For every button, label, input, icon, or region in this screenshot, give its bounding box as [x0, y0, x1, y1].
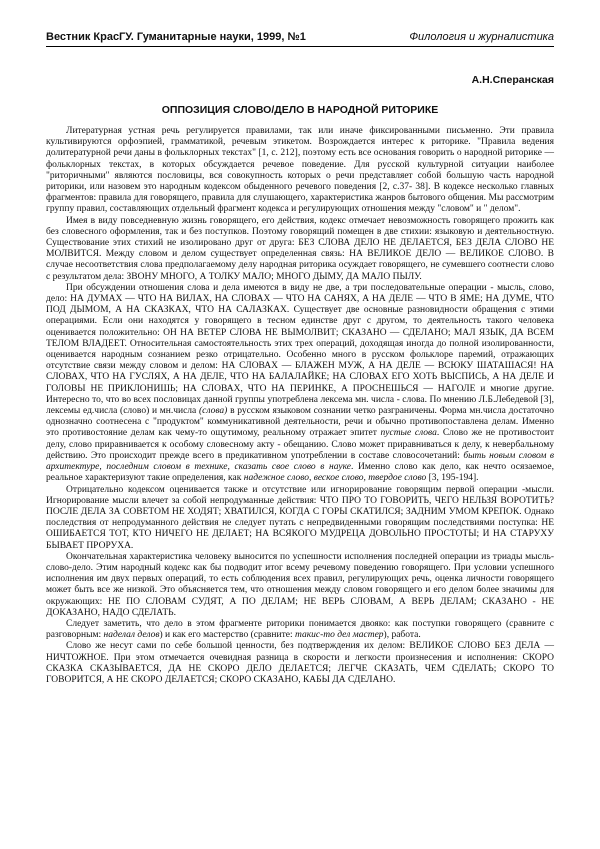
- section-name: Филология и журналистика: [409, 31, 554, 43]
- text-run: . Слово же не противостоит делу, слово приравнивается к особому словесному акту - обещанию. Слово может приравниваться к делу, к невербальному действию. Это происходит прежде всего в предикативном употреблении в составе словосочетаний:: [46, 428, 554, 461]
- paragraph: [46, 216, 554, 283]
- text-run: Следует заметить, что дело в этом фрагменте риторики понимается двояко: как поступки говорящего (сравните с разговорным:: [46, 618, 554, 641]
- text-run: ) и как его мастерство (сравните:: [159, 630, 295, 641]
- running-header: [46, 30, 554, 47]
- text-run: Имея в виду повседневную жизнь говорящего, его действия, кодекс отмечает невозможность говорящего прожить как без словесного оформления, так и без поступков. Поэтому говорящий помещен в две стихии: языковую и деятельностную. Существование этих стихий не изолировано друг от друга: БЕЗ СЛОВА ДЕЛО НЕ ДЕЛАЕТСЯ, БЕЗ ДЕЛА СЛОВО НЕ МОЛВИТСЯ. Между словом и делом существует определенная связь: НА ВЕЛИКОЕ ДЕЛО — ВЕЛИКОЕ СЛОВО. В случае несоответствия слова предполагаемому делу народная риторика осуждает говорящего, не сумевшего соотнести слово с результатом дела: ЗВОНУ МНОГО, А ТОЛКУ МАЛО; МНОГО ДЫМУ, ДА МАЛО ПЫЛУ.: [46, 215, 554, 282]
- paragraph: [46, 283, 554, 485]
- italic-text: быть новым словом в архитектуре, последним словом в технике, сказать свое слово в науке: [46, 450, 554, 473]
- article-body: [46, 126, 554, 686]
- italic-text: такис-то дел мастер: [294, 630, 384, 641]
- text-run: Слово же несут сами по себе большой ценности, без подтверждения их делом: ВЕЛИКОЕ СЛОВО БЕЗ ДЕЛА — НИЧТОЖНОЕ. При этом отмечается очевидная разница в скорости и легкости произнесения и исполнения: СКОРО СКАЗКА СКАЗЫВАЕТСЯ, ДА НЕ СКОРО ДЕЛО ДЕЛАЕТСЯ; ЛЕГЧЕ СКАЗАТЬ, ЧЕМ СДЕЛАТЬ; СКОРО ТО ГОВОРИТСЯ, А НЕ СКОРО ДЕЛАЕТСЯ; СКОРО СКАЗАНО, КАБЫ ДА СДЕЛАНО.: [46, 641, 554, 685]
- paragraph: [46, 126, 554, 216]
- text-run: в русском языковом сознании четко разграничены. Форма мн.числа достаточно однозначно соотнесена с "продуктом" коммуникативной деятельности, речи и обычно противопоставлена делам. Именно это противостояние делам как чему-то ощутимому, реальному отражает эпитет: [46, 406, 555, 439]
- text-run: . Именно слово как дело, как нечто осязаемое, реальное характеризуют такие определения, как: [46, 462, 555, 484]
- text-run: Литературная устная речь регулируется правилами, так или иначе фиксированными письменно. Эти правила культивируются орфоэпией, грамматикой, речевым этикетом. Возрождается интерес к риторике. "Правила ведения долитературной речи даны в фольклорных текстах" [1, с. 212], поэтому есть все основания говорить о народной риторике — фольклорных текстах, в которых обсуждается речевое поведение. Для русской культурной ситуации наиболее "риторичными" являются пословицы, вся совокупность которых о речи представляет собой большую часть народной риторики, или назовем это народным кодексом обыденного речевого поведения [2, с.37- 38]. В кодексе несколько главных фрагментов: правила для говорящего, правила для слушающего, характеристика жанров бытового общения. Мы рассмотрим группу правил, составляющих отдельный фрагмент кодекса и регулирующих отношения между "словом" и " делом".: [46, 126, 554, 215]
- paragraph: [46, 485, 554, 552]
- italic-text: пустые слова: [380, 428, 437, 439]
- italic-text: наделал делов: [103, 630, 160, 641]
- paragraph: [46, 552, 554, 619]
- text-run: Отрицательно кодексом оценивается также и отсутствие или игнорирование говорящим первой операции -мысли. Игнорирование мысли влечет за собой непродуманные действия: ЧТО ПРО ТО ГОВОРИТЬ, ЧЕГО НЕЛЬЗЯ ВОРОТИТЬ? ПОСЛЕ ДЕЛА ЗА СОВЕТОМ НЕ ХОДЯТ; ХВАТИЛСЯ, КОГДА С ГОРЫ СКАТИЛСЯ; ЗАДНИМ УМОМ КРЕПОК. Однако последствия от непродуманного действия не следует путать с непредвиденными говорящим последствиями поступка: НЕ ОШИБАЕТСЯ ТОТ, КТО НИЧЕГО НЕ ДЕЛАЕТ; НА ВСЯКОГО МУДРЕЦА ДОВОЛЬНО ПРОСТОТЫ; И НА СТАРУХУ БЫВАЕТ ПРОРУХА.: [46, 484, 554, 551]
- text-run: ), работа.: [383, 630, 421, 641]
- author-name: А.Н.Сперанская: [471, 74, 554, 86]
- paragraph: [46, 619, 554, 641]
- text-run: При обсуждении отношения слова и дела имеются в виду не две, а три последовательные операции - мысль, слово, дело: НА ДУМАХ — ЧТО НА ВИЛАХ, НА СЛОВАХ — ЧТО НА САНЯХ, А НА ДЕЛЕ — ЧТО В ЯМЕ; НА ДУМЕ, ЧТО ПОД ДЫМОМ, А НА СКАЗКАХ, ЧТО НА САЛАЗКАХ. Существует две основные разновидности обращения с этими операциями. Если они находятся у говорящего в тесном единстве друг с другом, то деятельность такого человека оценивается положительно: ОН НА ВЕТЕР СЛОВА НЕ ВЫМОЛВИТ; СКАЗАНО — СДЕЛАНО; МАЛ ЯЗЫК, ДА ВСЕМ ТЕЛОМ ВЛАДЕЕТ. Относительная самостоятельность этих трех операций, доходящая иногда до полной изолированности, оценивается народным сознанием резко отрицательно. Особенно много в русском фольклоре паремий, отражающих отсутствие связи между словом и делом: НА СЛОВАХ — БЛАЖЕН МУЖ, А НА ДЕЛЕ — ВСЮКУ ШАТАШАСЯ! НА СЛОВАХ, ЧТО НА ГУСЛЯХ, А НА ДЕЛЕ, ЧТО НА БАЛАЛАЙКЕ; НА СЛОВАХ ЕГО ХОТЬ ВЫСПИСЬ, А НА ДЕЛЕ И ГОЛОВЫ НЕ ПРИКЛОНИШЬ; НА СЛОВАХ, ЧТО НА ПЕРИНКЕ, А ПРОСНЕШЬСЯ — НАГОЛЕ и многие другие. Интересно то, что во всех пословицах данной группы употреблена лексема мн. числа - слова. По мнению Л.Б.Лебедевой [3], лексемы ед.числа (слово) и мн.числа: [46, 282, 554, 417]
- article-title: ОППОЗИЦИЯ СЛОВО/ДЕЛО В НАРОДНОЙ РИТОРИКЕ: [161, 104, 439, 116]
- text-run: [3, 195-194].: [426, 473, 479, 484]
- text-run: Окончательная характеристика человеку выносится по успешности исполнения последней операции из триады мысль-слово-дело. Этим народный кодекс как бы подводит итог всему речевому поведению говорящего. При условии успешного исполнения им двух первых операций, то есть соблюдения всех правил, регулирующих речь, оценка личности говорящего может быть все же низкой. Это объясняется тем, что отношения между словом говорящего и его делом более значимы для окружающих: НЕ ПО СЛОВАМ СУДЯТ, А ПО ДЕЛАМ; НЕ ВЕРЬ СЛОВАМ, А ВЕРЬ ДЕЛАМ; СКАЗАНО - НЕ ДОКАЗАНО, НАДО СДЕЛАТЬ.: [46, 551, 554, 618]
- journal-name: Вестник КрасГУ. Гуманитарные науки, 1999, №1: [46, 31, 306, 43]
- paragraph: [46, 641, 554, 686]
- italic-text: (слова): [198, 406, 228, 417]
- italic-text: надежное слово, веское слово, твердое слово: [243, 473, 427, 484]
